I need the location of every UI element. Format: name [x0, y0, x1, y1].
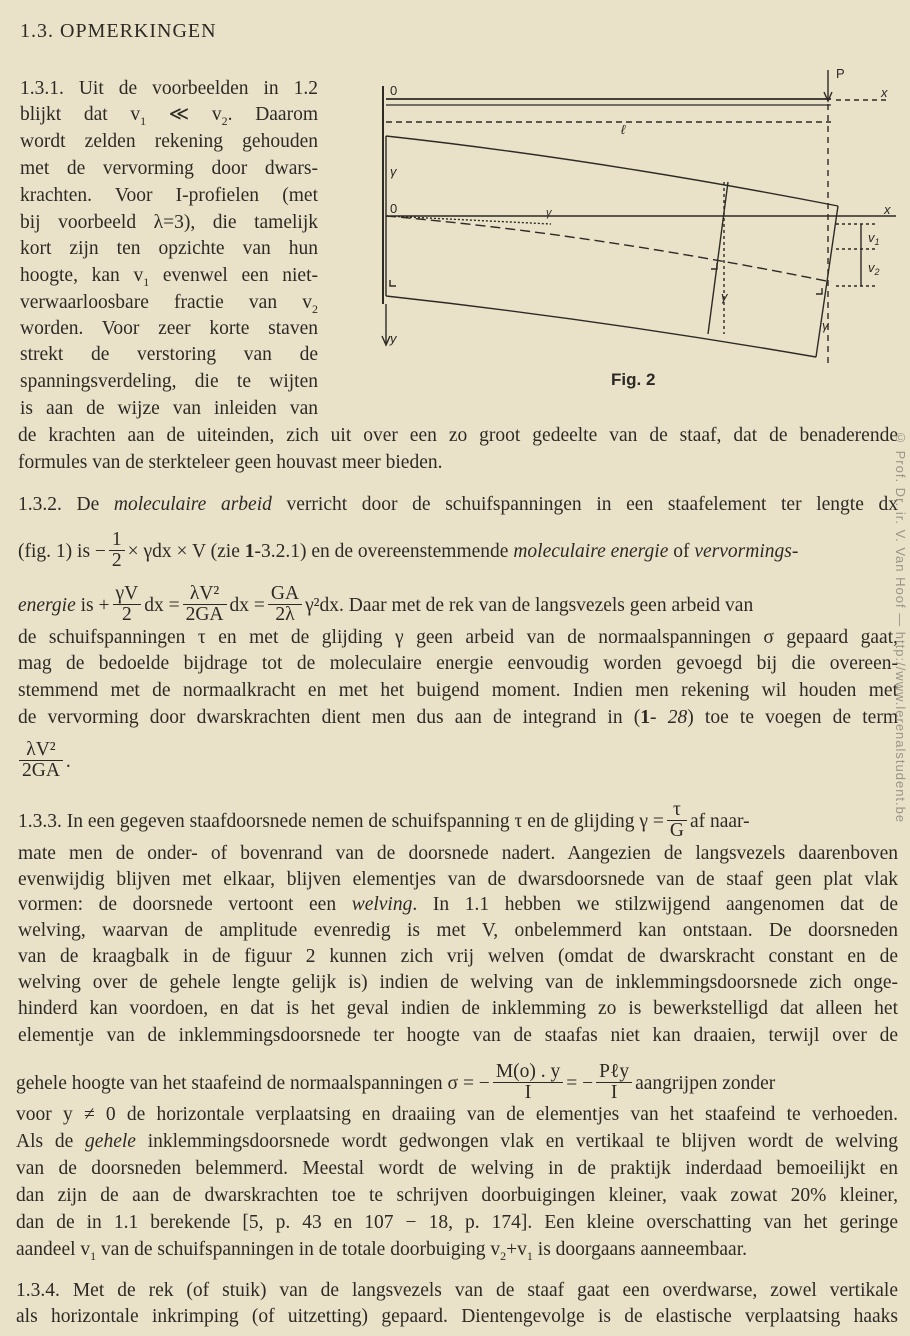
fraction-tau-G: $\frac{\tau}{G}$ — [667, 800, 687, 841]
origin-top-label: 0 — [390, 83, 398, 98]
p133-line-5: welving, waarvan de amplitude evenredig is met V, onbelemmerd kan ontstaan. De doorsneden — [18, 920, 898, 941]
p131-line-13: is aan de wijze van inleiden van — [20, 398, 318, 419]
fraction-GA-2lambda: $\frac{GA}{2\lambda}$ — [268, 584, 302, 625]
gamma-mid-label: γ — [721, 289, 728, 304]
v1-label: $v_1$ — [868, 230, 880, 247]
p132-line-1: 1.3.2. De moleculaire arbeid verricht door de schuifspanningen in een staafelement ter lengte dx — [18, 494, 898, 515]
cross-section-end — [816, 206, 838, 357]
length-label: ℓ — [621, 122, 626, 137]
p131-line-5: krachten. Voor I-profielen (met — [20, 185, 318, 206]
figure-2-diagram — [376, 64, 896, 394]
p133-line-12: Als de gehele inklemmingsdoorsnede wordt gedwongen vlak en vertikaal te blijven wordt de welving — [16, 1131, 898, 1152]
cross-section-middle — [708, 182, 728, 334]
p133-line-4: vormen: de doorsnede vertoont een welving. In 1.1 hebben we stilzwijgend aangenomen dat de — [18, 894, 898, 915]
p131-line-14: de krachten aan de uiteinden, zich uit over een zo groot gedeelte van de staaf, dat de benaderende — [18, 425, 898, 446]
p132-line-3: energie is + $\frac{\gamma V}{2}$ dx = $\frac{\text{λV²}}{2GA}$ dx = $\frac{GA}{2\lambda}$ γ²dx. Daar met de rek van de langsvezels geen arbeid van — [18, 583, 754, 625]
p133-line-14: dan zijn de aan de dwarskrachten toe te schrijven doorbuigingen kleiner, vaak zowat 20% kleiner, — [16, 1185, 898, 1206]
p131-line-10: worden. Voor zeer korte staven — [20, 318, 318, 339]
y-axis-label: y — [390, 331, 397, 346]
load-label: P — [836, 66, 845, 81]
p133-line-16: aandeel $v_1$ van de schuifspanningen in de totale doorbuiging $v_2+v_1$ is doorgaans aanneembaar. — [16, 1239, 747, 1263]
fraction-term: $\frac{\text{λV²}}{2GA}$ — [19, 740, 63, 781]
p132-line-5: mag de bedoelde bijdrage tot de moleculaire energie eenvoudig worden gevoegd bij die overeen- — [18, 653, 898, 674]
p134-line-2: als horizontale inkrimping (of uitzetting) gepaard. Dientengevolge is de elastische verplaatsing haaks — [16, 1306, 898, 1327]
fraction-lambdaV2-2GA: $\frac{\text{λV²}}{2GA}$ — [183, 584, 227, 625]
p131-line-7: kort zijn ten opzichte van hun — [20, 238, 318, 259]
beam-top-edge — [386, 136, 838, 206]
p133-line-1: 1.3.3. In een gegeven staafdoorsnede nemen de schuifspanning τ en de glijding γ = $\frac{\tau}{G}$ af naar- — [18, 799, 750, 841]
p132-line-8: $\frac{\text{λV²}}{2GA}$ . — [16, 742, 71, 783]
p131-line-1: 1.3.1. Uit de voorbeelden in 1.2 — [20, 78, 318, 99]
p131-line-2: blijkt dat $v_1$ ≪ $v_2$. Daarom — [20, 104, 318, 128]
p134-line-1: 1.3.4. Met de rek (of stuik) van de langsvezels van de staaf gaat een overdwarse, zowel vertikale — [16, 1280, 898, 1301]
figure-caption: Fig. 2 — [611, 370, 656, 389]
fraction-Ply: $\frac{\text{Pℓy}}{I}$ — [596, 1062, 632, 1103]
p133-line-11: voor y ≠ 0 de horizontale verplaatsing en draaiing van de elementjes van het staafeind te verhoeden. — [16, 1104, 898, 1125]
gamma-right-label: γ — [822, 318, 829, 333]
p132-line-6: stemmend met de normaalkracht en met het buigend moment. Indien men rekening wil houden met — [18, 680, 898, 701]
p133-line-8: hinderd kan voordoen, en dat is het geval indien de inklemming zo is bewerkstelligd dat alleen het — [18, 998, 898, 1019]
p132-line-7: de vervorming door dwarskrachten dient men dus aan de integrand in (1- 28) toe te voegen de term — [18, 707, 899, 728]
fraction-moment: $\frac{M(o) . y}{I}$ — [493, 1062, 563, 1103]
p131-line-4: met de vervorming door dwars- — [20, 158, 318, 179]
p133-line-15: dan de in 1.1 berekende [5, p. 43 en 107 − 18, p. 174]. Een kleine overschatting van het geringe — [16, 1212, 898, 1233]
x-top-label: x — [881, 85, 888, 100]
beam-bottom-edge — [386, 296, 816, 357]
p132-line-2: (fig. 1) is − $\frac{1}{2}$ × γdx × V (zie 1-3.2.1) en de overeenstemmende moleculaire energie of vervormings- — [18, 529, 799, 571]
p133-line-9: elementje van de inklemmingsdoorsnede ter hoogte van de staafas niet kan draaien, terwijl over de — [18, 1025, 898, 1046]
p131-line-8: hoogte, kan $v_1$ evenwel een niet- — [20, 265, 318, 289]
p133-line-2: mate men de onder- of bovenrand van de doorsnede nadert. Aangezien de langsvezels daarenboven — [18, 843, 898, 864]
p133-line-6: van de kraagbalk in de figuur 2 kunnen zich vrij welven (omdat de dwarskracht constant en de — [18, 946, 898, 967]
p131-line-6: bij voorbeeld λ=3), die tamelijk — [20, 212, 318, 233]
p131-line-9: verwaarloosbare fractie van $v_2$ — [20, 292, 318, 316]
p133-line-10: gehele hoogte van het staafeind de normaalspanningen σ = − $\frac{M(o) . y}{I}$ = − $\frac{\text{Pℓy}}{I}$ aangrijpen zonder — [16, 1061, 776, 1103]
x-mid-label: x — [884, 202, 891, 217]
origin-mid-label: 0 — [390, 201, 398, 216]
section-heading: 1.3. OPMERKINGEN — [20, 20, 217, 42]
fraction-half: $\frac{1}{2}$ — [109, 530, 125, 571]
p131-line-12: spanningsverdeling, die te wijten — [20, 371, 318, 392]
angle-label: γ — [546, 207, 552, 219]
p133-line-3: evenwijdig blijven met elkaar, blijven elementjes van de dwarsdoorsnede van de staaf geen plat vlak — [18, 869, 898, 890]
copyright-watermark: © Prof. Dr. ir. V. Van Hoof — http://www.lerenalstudent.be — [893, 430, 908, 824]
p132-line-4: de schuifspanningen τ en met de glijding γ geen arbeid van de normaalspanningen σ gepaard gaat, — [18, 627, 898, 648]
p133-line-7: welving over de gehele lengte gelijk is) indien de welving van de inklemmingsdoorsnede zich onge- — [18, 972, 898, 993]
p131-line-15: formules van de sterkteleer geen houvast meer bieden. — [18, 452, 443, 473]
beam-axis — [386, 216, 831, 282]
fraction-gammaV-2: $\frac{\gamma V}{2}$ — [113, 584, 142, 625]
p131-line-3: wordt zelden rekening gehouden — [20, 131, 318, 152]
gamma-left-label: γ — [390, 164, 397, 179]
p131-line-11: strekt de verstoring van de — [20, 344, 318, 365]
v2-label: $v_2$ — [868, 260, 880, 277]
p133-line-13: van de doorsneden belemmerd. Meestal wordt de welving in de praktijk inderdaad bemoeilijkt en — [16, 1158, 898, 1179]
